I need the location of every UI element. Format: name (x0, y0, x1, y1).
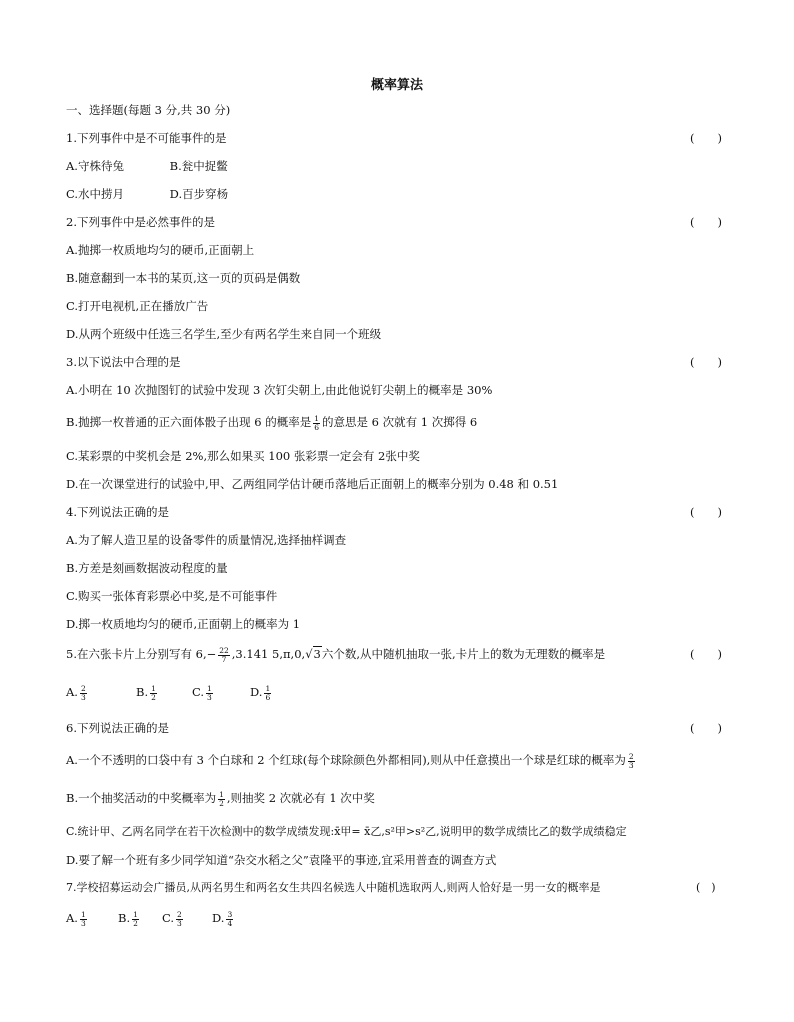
option-a: A. $\frac{2}{3}$ (66, 683, 86, 702)
option-c: C.水中捞月 (66, 187, 125, 201)
page-title: 概率算法 (370, 78, 423, 93)
answer-bracket: ( ) (696, 881, 716, 894)
option-c: C.购买一张体育彩票必中奖,是不可能事件 (66, 589, 278, 603)
fraction: $\frac{1}{2}$ (219, 789, 224, 808)
option-b: B.随意翻到一本书的某页,这一页的页码是偶数 (66, 271, 301, 285)
answer-bracket: ( ) (690, 355, 722, 369)
option-c: C. $\frac{1}{3}$ (192, 683, 212, 702)
option-d: D.要了解一个班有多少同学知道“杂交水稻之父”袁隆平的事迹,宜采用普查的调查方式 (66, 853, 497, 867)
question-5: 5.在六张卡片上分别写有 6,− $\frac{22}{7}$ ,3.141 5,π,0,√3六个数,从中随机抽取一张,卡片上的数为无理数的概率是 ( ) (66, 646, 726, 668)
option-b: B.抛掷一枚普通的正六面体骰子出现 6 的概率是 $\frac{1}{6}$ 的意思是 6 次就有 1 次掷得 6 (66, 413, 478, 432)
q1-options-row-1 (66, 158, 726, 174)
option-d: D. $\frac{1}{6}$ (250, 683, 271, 702)
option-d: D.在一次课堂进行的试验中,甲、乙两组同学估计硬币落地后正面朝上的概率分别为 0.48 和 0.51 (66, 477, 559, 491)
option-d: D.掷一枚质地均匀的硬币,正面朝上的概率为 1 (66, 617, 301, 631)
question-3 (66, 354, 726, 370)
q5-options (66, 684, 726, 706)
q7-options (66, 910, 726, 932)
question-stem: 3.以下说法中合理的是 (66, 355, 181, 369)
answer-bracket: ( ) (690, 215, 722, 229)
option-a: A.一个不透明的口袋中有 3 个白球和 2 个红球(每个球除颜色外都相同),则从中任意摸出一个球是红球的概率为 $\frac{2}{3}$ (66, 751, 634, 770)
question-6 (66, 720, 726, 736)
fraction: $\frac{22}{7}$ (219, 645, 229, 664)
option-d: D.百步穿杨 (169, 187, 229, 201)
option-b: B.瓮中捉鳖 (169, 159, 228, 173)
option-d: D. $\frac{3}{4}$ (212, 909, 233, 928)
option-a: A.小明在 10 次抛图钉的试验中发现 3 次钉尖朝上,由此他说钉尖朝上的概率是 30% (66, 383, 493, 397)
option-a: A. $\frac{1}{3}$ (66, 909, 86, 928)
sqrt-symbol: √3 (305, 647, 321, 661)
question-stem: 4.下列说法正确的是 (66, 505, 169, 519)
question-stem: 6.下列说法正确的是 (66, 721, 169, 735)
option-c: C.打开电视机,正在播放广告 (66, 299, 209, 313)
option-b: B.一个抽奖活动的中奖概率为 $\frac{1}{2}$ ,则抽奖 2 次就必有 1 次中奖 (66, 789, 375, 808)
option-b: B. $\frac{1}{2}$ (136, 683, 156, 702)
option-a: A.守株待兔 (66, 159, 124, 173)
question-stem: 1.下列事件中是不可能事件的是 (66, 131, 227, 145)
question-stem: 2.下列事件中是必然事件的是 (66, 215, 215, 229)
option-c: C.某彩票的中奖机会是 2%,那么如果买 100 张彩票一定会有 2张中奖 (66, 449, 420, 463)
answer-bracket: ( ) (690, 721, 722, 735)
option-b: B. $\frac{1}{2}$ (118, 909, 138, 928)
option-d: D.从两个班级中任选三名学生,至少有两名学生来自同一个班级 (66, 327, 382, 341)
question-2 (66, 214, 726, 230)
option-a: A.为了解人造卫星的设备零件的质量情况,选择抽样调查 (66, 533, 347, 547)
option-a: A.抛掷一枚质地均匀的硬币,正面朝上 (66, 243, 255, 257)
question-1 (66, 130, 726, 146)
option-c: C. $\frac{2}{3}$ (162, 909, 182, 928)
answer-bracket: ( ) (690, 647, 722, 661)
q1-options-row-2 (66, 186, 726, 202)
answer-bracket: ( ) (690, 131, 722, 145)
fraction: $\frac{1}{6}$ (314, 413, 320, 432)
fraction: $\frac{2}{3}$ (628, 751, 634, 770)
section-heading: 一、选择题(每题 3 分,共 30 分) (66, 103, 231, 117)
question-stem: 7.学校招募运动会广播员,从两名男生和两名女生共四名候选人中随机选取两人,则两人恰好是一男一女的概率是 (66, 881, 601, 894)
option-b: B.方差是刻画数据波动程度的量 (66, 561, 228, 575)
option-c: C.统计甲、乙两名同学在若干次检测中的数学成绩发现:x̄甲= x̄乙,s²甲>s²乙,说明甲的数学成绩比乙的数学成绩稳定 (66, 825, 627, 838)
question-4 (66, 504, 726, 520)
question-7 (66, 880, 726, 896)
answer-bracket: ( ) (690, 505, 722, 519)
